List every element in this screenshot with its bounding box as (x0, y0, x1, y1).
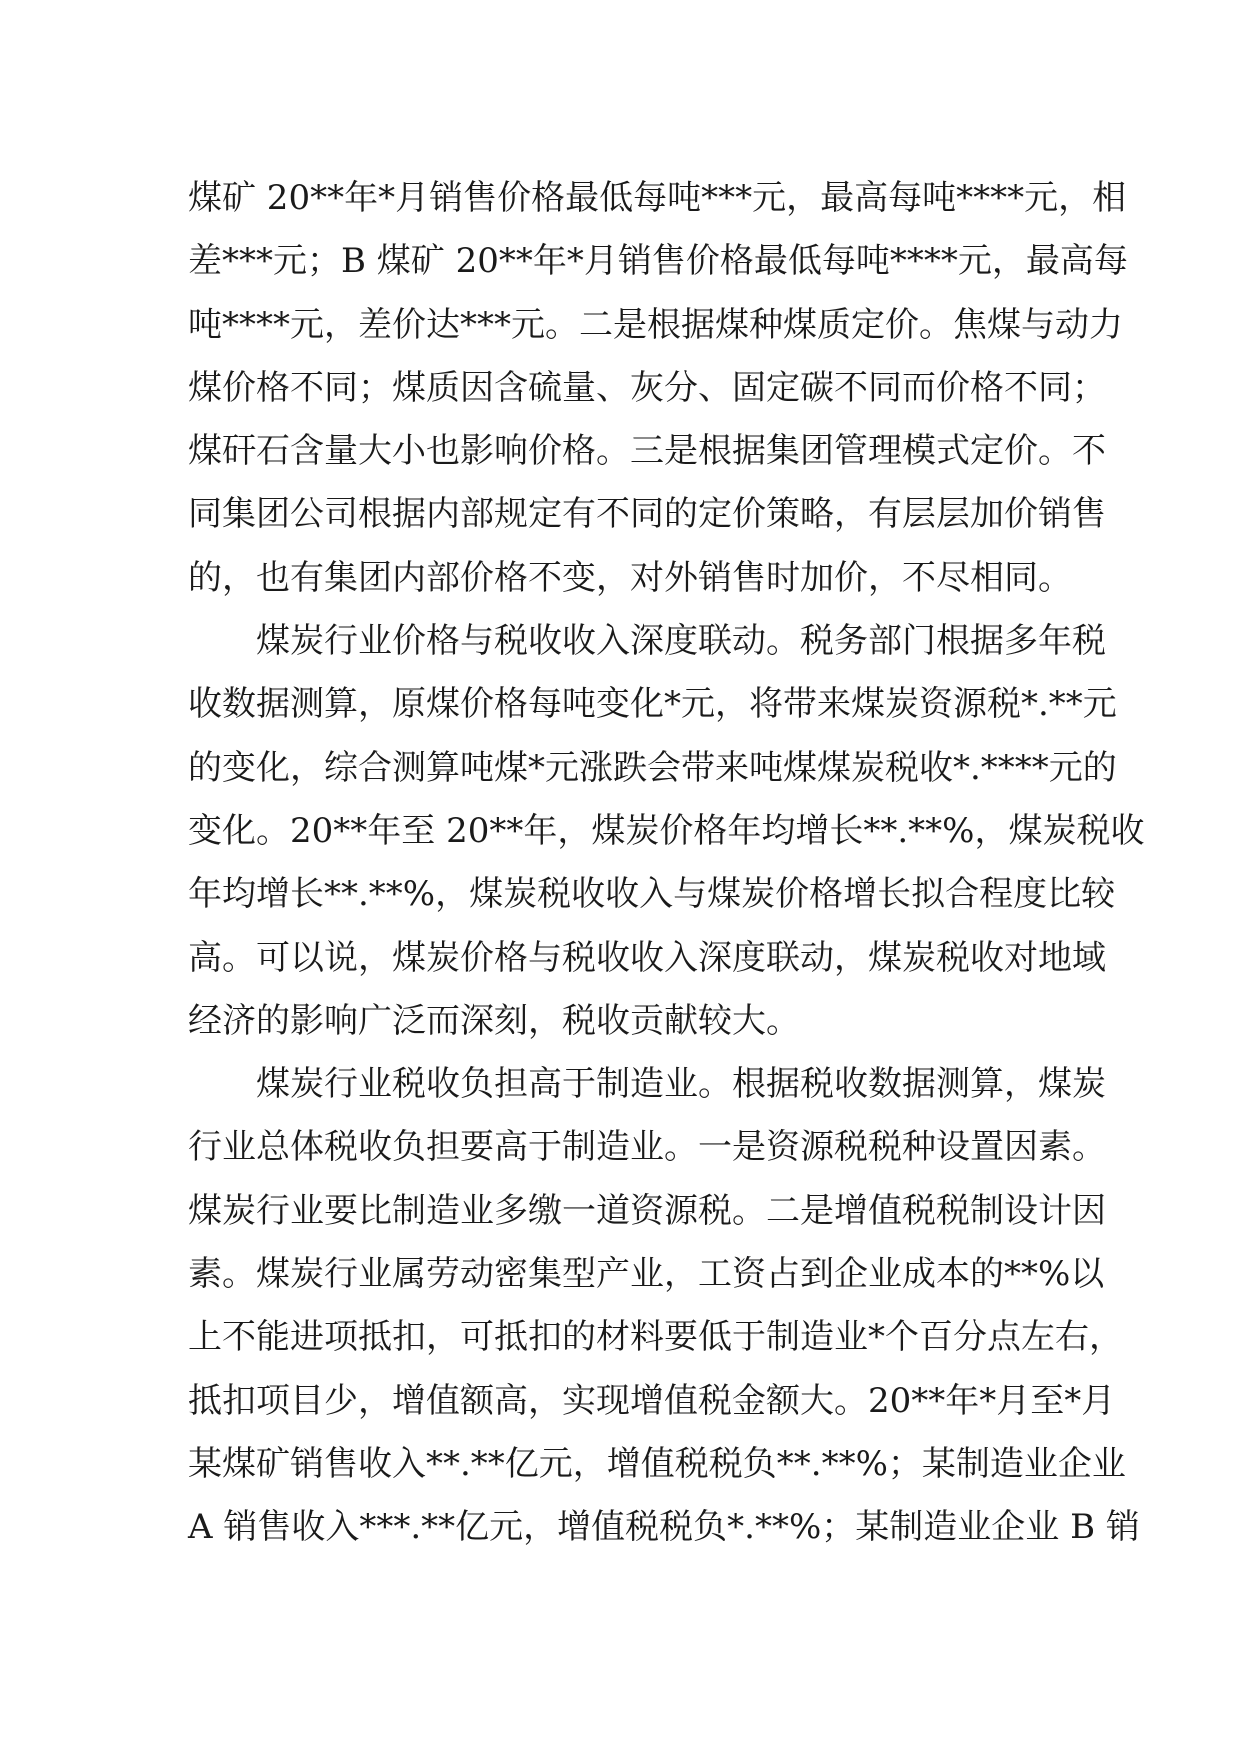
paragraph-3-line-5: 上不能进项抵扣，可抵扣的材料要低于制造业*个百分点左右， (188, 1317, 1123, 1358)
document-body (188, 167, 1145, 1560)
paragraph-3-line-6: 抵扣项目少，增值额高，实现增值税金额大。20**年*月至*月 (188, 1380, 1116, 1421)
paragraph-2-line-2: 收数据测算，原煤价格每吨变化*元，将带来煤炭资源税*.**元 (188, 684, 1117, 725)
paragraph-3-line-1: 煤炭行业税收负担高于制造业。根据税收数据测算，煤炭 (256, 1064, 1106, 1105)
paragraph-2-line-1: 煤炭行业价格与税收收入深度联动。税务部门根据多年税 (256, 621, 1106, 662)
paragraph-3-line-8: A 销售收入***.**亿元，增值税税负*.**%；某制造业企业 B 销 (188, 1507, 1140, 1548)
paragraph-2-line-3: 的变化，综合测算吨煤*元涨跌会带来吨煤煤炭税收*.****元的 (188, 747, 1117, 788)
paragraph-2-line-5: 年均增长**.**%，煤炭税收收入与煤炭价格增长拟合程度比较 (188, 874, 1116, 915)
paragraph-3-line-3: 煤炭行业要比制造业多缴一道资源税。二是增值税税制设计因 (188, 1190, 1106, 1231)
paragraph-1-line-5: 煤矸石含量大小也影响价格。三是根据集团管理模式定价。不 (188, 431, 1106, 472)
paragraph-2-line-6: 高。可以说，煤炭价格与税收收入深度联动，煤炭税收对地域 (188, 937, 1106, 978)
paragraph-1-line-7: 的，也有集团内部价格不变，对外销售时加价，不尽相同。 (188, 557, 1072, 598)
paragraph-2-line-4: 变化。20**年至 20**年，煤炭价格年均增长**.**%，煤炭税收 (188, 810, 1145, 851)
paragraph-1-line-3: 吨****元，差价达***元。二是根据煤种煤质定价。焦煤与动力 (188, 304, 1123, 345)
paragraph-3-line-4: 素。煤炭行业属劳动密集型产业，工资占到企业成本的**%以 (188, 1254, 1105, 1295)
paragraph-1-line-1: 煤矿 20**年*月销售价格最低每吨***元，最高每吨****元，相 (188, 178, 1127, 218)
paragraph-3-line-7: 某煤矿销售收入**.**亿元，增值税税负**.**%；某制造业企业 (188, 1443, 1126, 1484)
paragraph-1-line-4: 煤价格不同；煤质因含硫量、灰分、固定碳不同而价格不同； (188, 367, 1106, 408)
paragraph-1-line-6: 同集团公司根据内部规定有不同的定价策略，有层层加价销售 (188, 494, 1106, 535)
paragraph-3-line-2: 行业总体税收负担要高于制造业。一是资源税税种设置因素。 (188, 1127, 1106, 1168)
paragraph-1-line-2: 差***元；B 煤矿 20**年*月销售价格最低每吨****元，最高每 (188, 241, 1128, 282)
paragraph-2-line-7: 经济的影响广泛而深刻，税收贡献较大。 (188, 1000, 800, 1041)
